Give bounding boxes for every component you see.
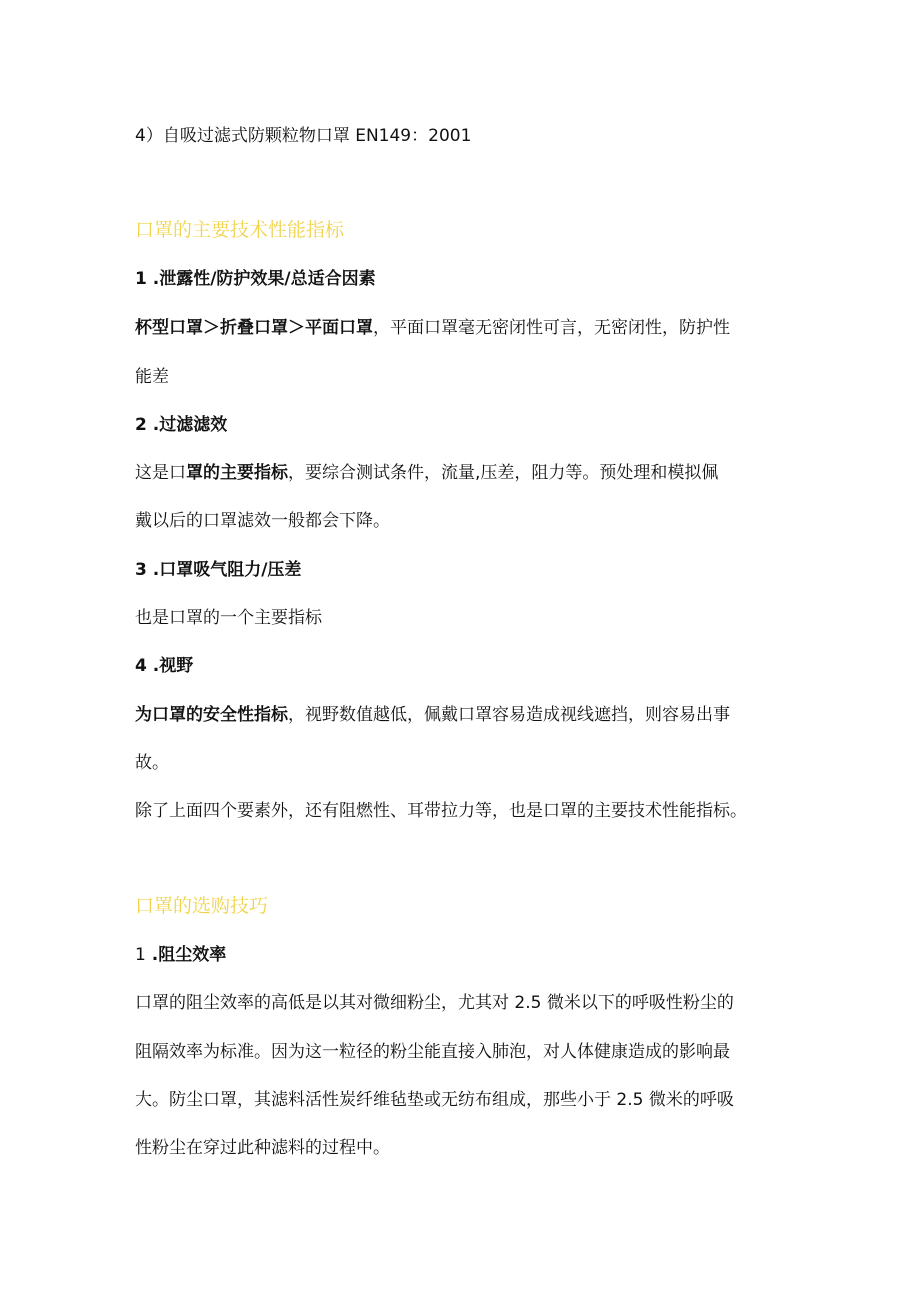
paragraph-summary: 除了上面四个要素外，还有阻燃性、耳带拉力等，也是口罩的主要技术性能指标。 [135, 801, 747, 821]
bold-text: 为口罩的安全性指标 [135, 705, 288, 725]
item-title-filtration: 2 .过滤滤效 [135, 415, 228, 435]
item-title-dust-efficiency [135, 943, 795, 967]
text: ，平面口罩毫无密闭性可言，无密闭性，防护性 [373, 318, 730, 338]
text: ，要综合测试条件，流量,压差，阻力等。预处理和模拟佩 [288, 463, 719, 483]
paragraph-resistance-line1: 也是口罩的一个主要指标 [135, 608, 322, 628]
section-heading-performance: 口罩的主要技术性能指标 [135, 219, 345, 241]
paragraph-dust-line1: 口罩的阻尘效率的高低是以其对微细粉尘，尤其对 2.5 微米以下的呼吸性粉尘的 [135, 993, 734, 1013]
paragraph-vision-line1 [135, 703, 795, 727]
paragraph-leakage-line1 [135, 316, 795, 340]
paragraph-dust-line2: 阻隔效率为标准。因为这一粒径的粉尘能直接入肺泡，对人体健康造成的影响最 [135, 1042, 730, 1062]
paragraph-leakage-line2: 能差 [135, 367, 169, 387]
item-title-leakage: 1 .泄露性/防护效果/总适合因素 [135, 269, 376, 289]
paragraph-dust-line4: 性粉尘在穿过此种滤料的过程中。 [135, 1138, 390, 1158]
paragraph-filtration-line2: 戴以后的口罩滤效一般都会下降。 [135, 511, 390, 531]
bold-text: 杯型口罩＞折叠口罩＞平面口罩 [135, 318, 373, 338]
item-title-resistance: 3 .口罩吸气阻力/压差 [135, 560, 302, 580]
section-heading-buying-tips: 口罩的选购技巧 [135, 895, 269, 917]
item-title-vision: 4 .视野 [135, 656, 194, 676]
paragraph-filtration-line1 [135, 461, 795, 485]
paragraph-dust-line3: 大。防尘口罩，其滤料活性炭纤维毡垫或无纺布组成，那些小于 2.5 微米的呼吸 [135, 1090, 734, 1110]
bold-text: .阻尘效率 [145, 945, 227, 965]
text: ，视野数值越低，佩戴口罩容易造成视线遮挡，则容易出事 [288, 705, 730, 725]
paragraph-vision-line2: 故。 [135, 753, 169, 773]
text: 这是口 [135, 463, 186, 483]
item-number: 1 [135, 945, 146, 965]
bold-text: 罩的主要指标 [186, 463, 288, 483]
list-item-standard: 4）自吸过滤式防颗粒物口罩 EN149：2001 [135, 126, 472, 146]
